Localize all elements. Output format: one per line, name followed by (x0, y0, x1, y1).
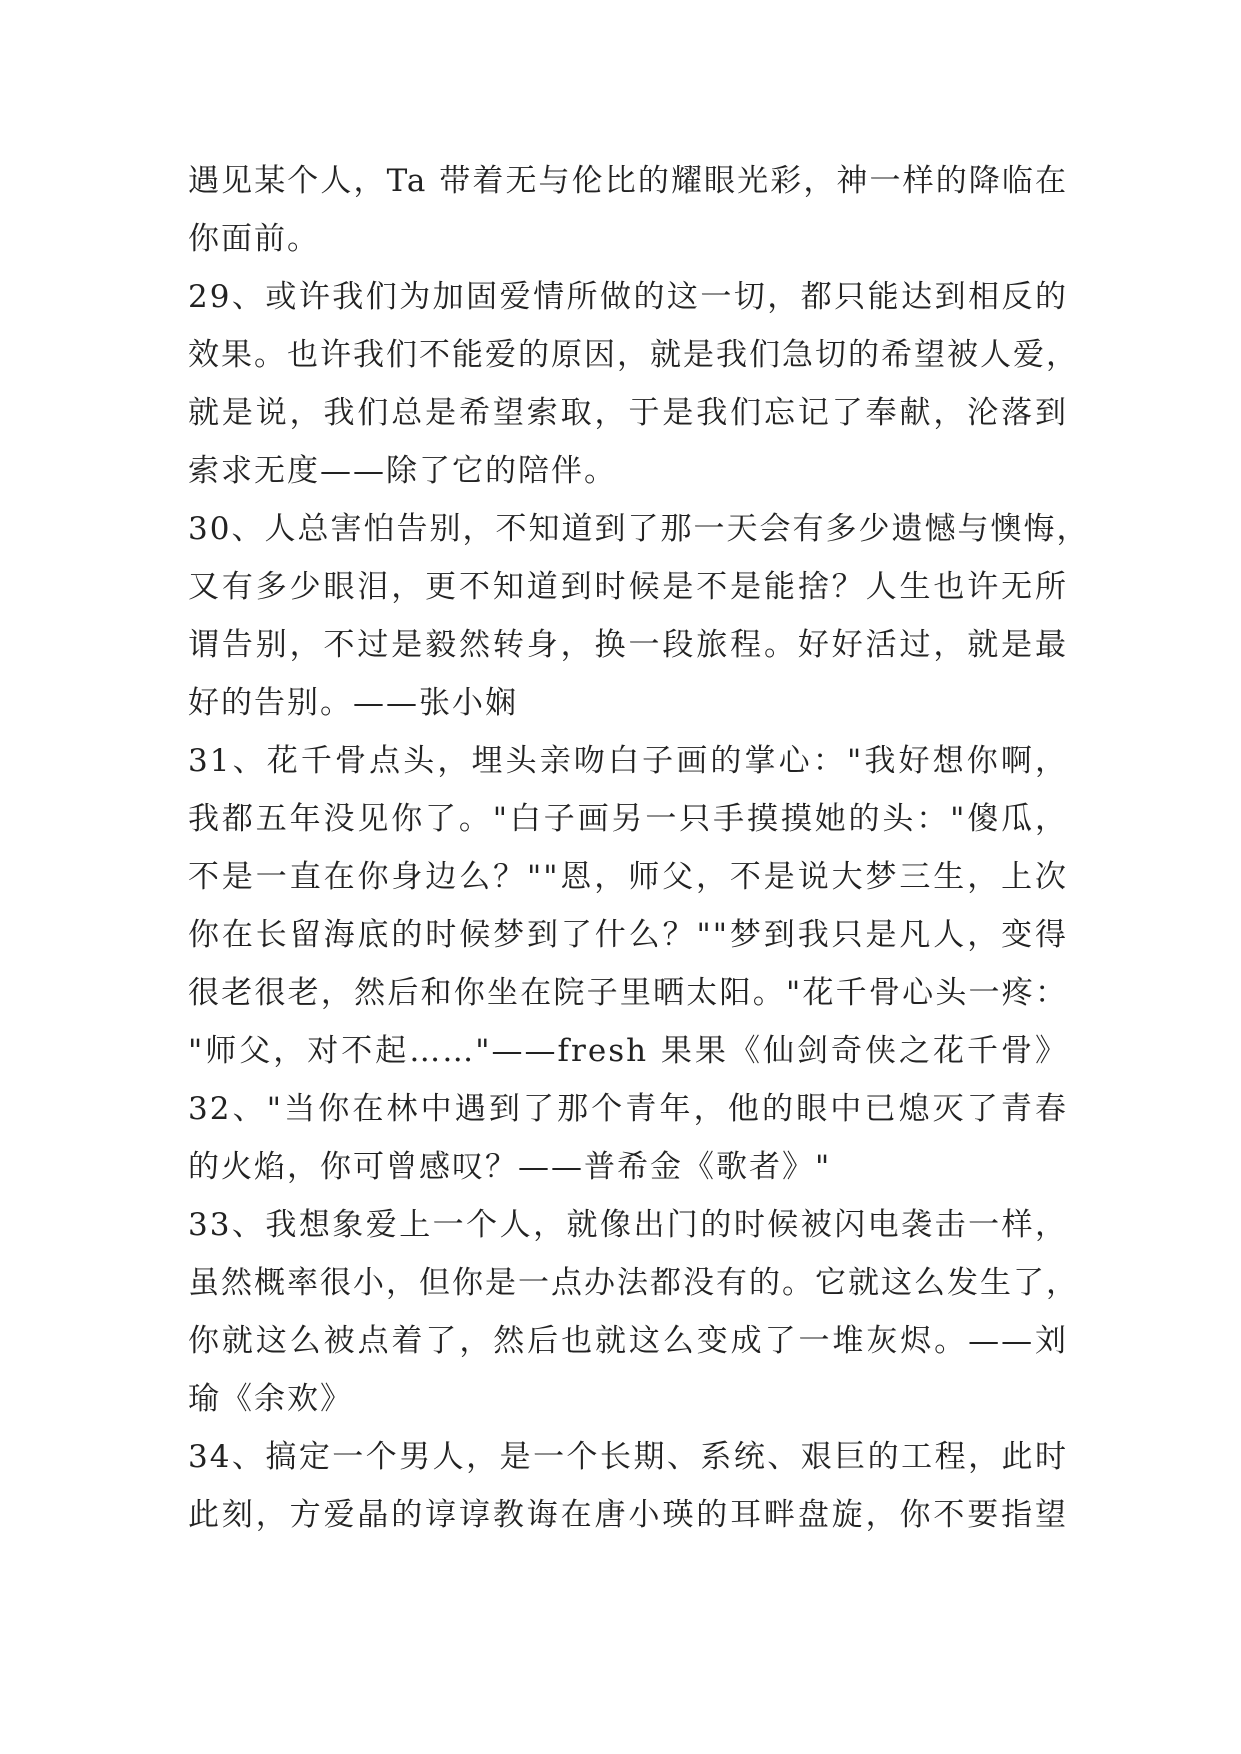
body-text (188, 152, 1090, 1544)
text-line: 谓告别，不过是毅然转身，换一段旅程。好好活过，就是最 (188, 627, 1068, 663)
text-line: 你就这么被点着了，然后也就这么变成了一堆灰烬。——刘 (188, 1323, 1068, 1359)
text-line: 又有多少眼泪，更不知道到时候是不是能捨？人生也许无所 (188, 569, 1068, 605)
text-line: 34、搞定一个男人，是一个长期、系统、艰巨的工程，此时 (188, 1439, 1068, 1475)
text-line: 你面前。 (188, 221, 320, 257)
text-line: 29、或许我们为加固爱情所做的这一切，都只能达到相反的 (188, 279, 1068, 315)
text-line: 不是一直在你身边么？""恩，师父，不是说大梦三生，上次 (188, 859, 1068, 895)
text-line: 32、"当你在林中遇到了那个青年，他的眼中已熄灭了青春 (188, 1091, 1068, 1127)
text-line: 好的告别。——张小娴 (188, 685, 518, 721)
text-line: 效果。也许我们不能爱的原因，就是我们急切的希望被人爱， (188, 337, 1079, 373)
text-line: "师父，对不起……"——fresh 果果《仙剑奇侠之花千骨》 (188, 1033, 1068, 1069)
text-line: 索求无度——除了它的陪伴。 (188, 453, 617, 489)
text-line: 的火焰，你可曾感叹？——普希金《歌者》" (188, 1149, 832, 1185)
text-line: 你在长留海底的时候梦到了什么？""梦到我只是凡人，变得 (188, 917, 1068, 953)
text-line: 遇见某个人，Ta 带着无与伦比的耀眼光彩，神一样的降临在 (188, 163, 1068, 199)
text-line: 虽然概率很小，但你是一点办法都没有的。它就这么发生了， (188, 1265, 1079, 1301)
text-line: 此刻，方爱晶的谆谆教诲在唐小瑛的耳畔盘旋，你不要指望 (188, 1497, 1068, 1533)
text-line: 31、花千骨点头，埋头亲吻白子画的掌心："我好想你啊， (188, 743, 1068, 779)
text-line: 30、人总害怕告别，不知道到了那一天会有多少遗憾与懊悔， (188, 511, 1090, 547)
text-line: 我都五年没见你了。"白子画另一只手摸摸她的头："傻瓜， (188, 801, 1068, 837)
text-line: 很老很老，然后和你坐在院子里晒太阳。"花千骨心头一疼： (188, 975, 1068, 1011)
text-line: 就是说，我们总是希望索取，于是我们忘记了奉献，沦落到 (188, 395, 1068, 431)
text-line: 33、我想象爱上一个人，就像出门的时候被闪电袭击一样， (188, 1207, 1068, 1243)
text-line: 瑜《余欢》 (188, 1381, 353, 1417)
